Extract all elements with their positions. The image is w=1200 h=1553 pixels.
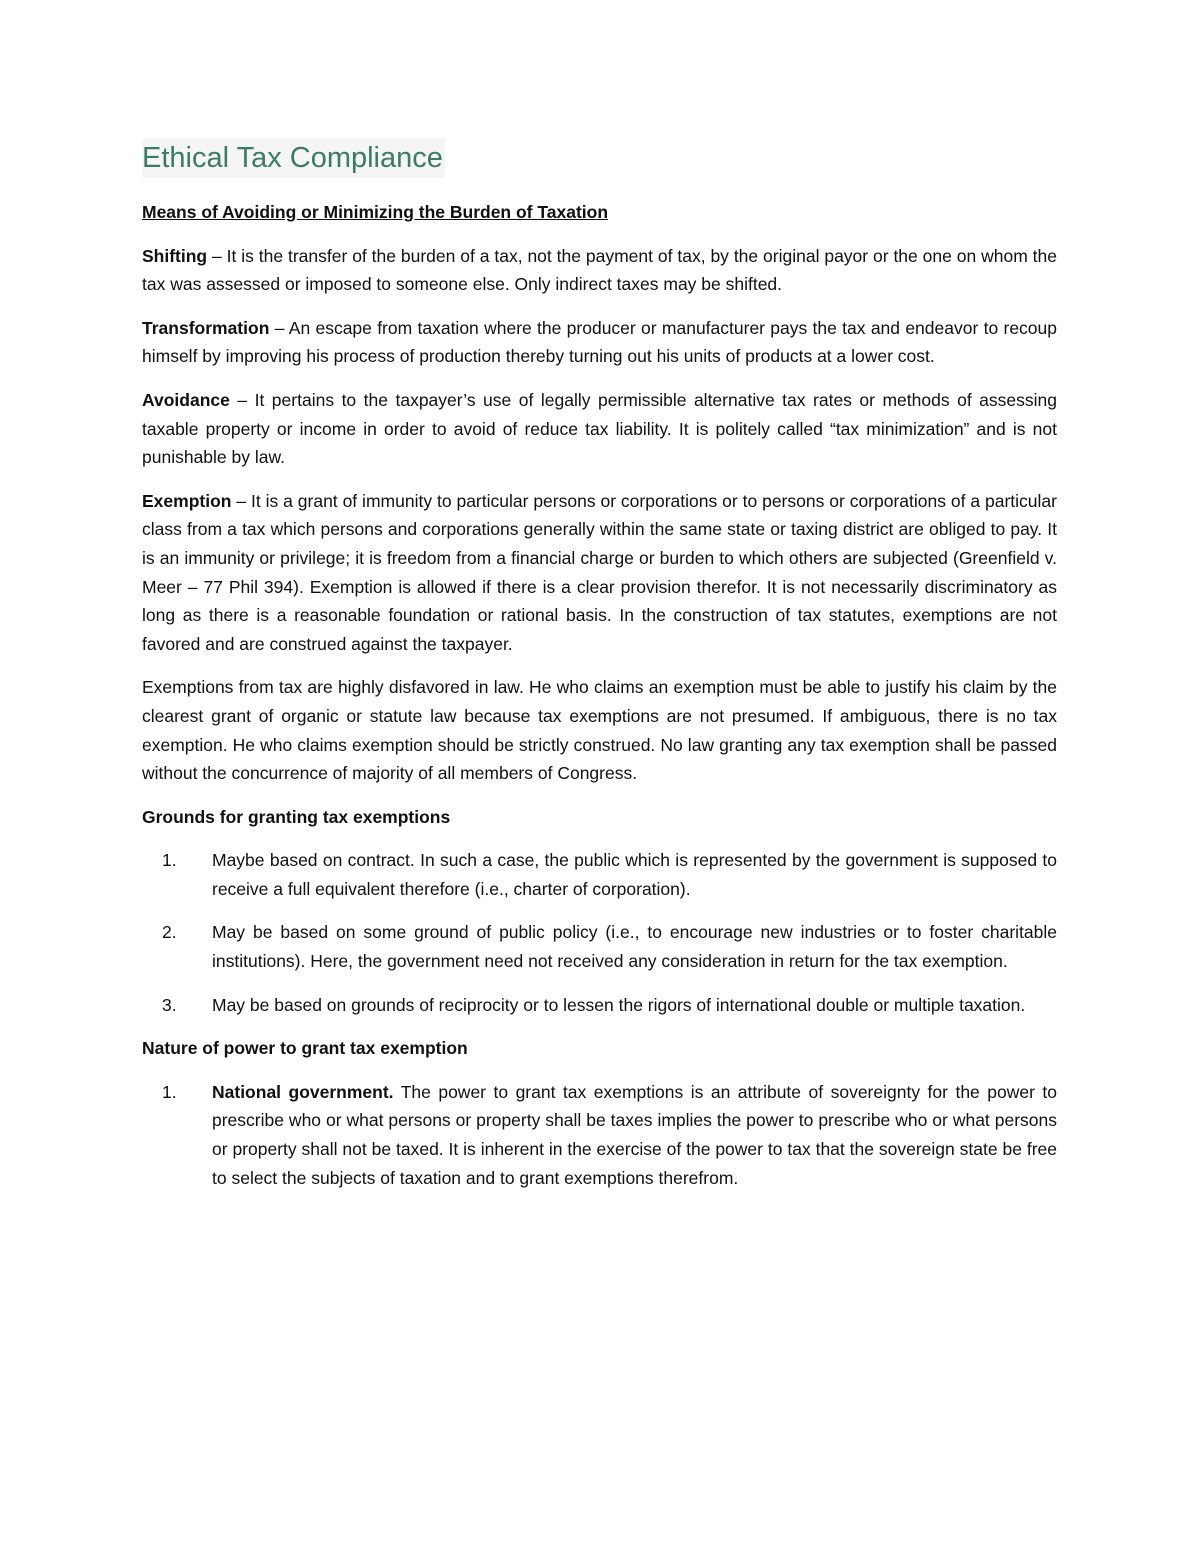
exemptions-paragraph: Exemptions from tax are highly disfavored in law. He who claims an exemption must be able to justify his claim by the clearest grant of organic or statute law because tax exemptions are not presumed. If ambiguous, there is no tax exemption. He who claims exemption should be strictly construed. No law granting any tax exemption shall be passed without the concurrence of majority of all members of Congress. <box>142 677 1057 784</box>
definition-text: It pertains to the taxpayer’s use of legally permissible alternative tax rates or methods of assessing taxable property or income in order to avoid of reduce tax liability. It is politely called “tax minimization” and is not punishable by law. <box>142 389 1057 468</box>
list-item <box>142 918 1057 975</box>
list-item <box>142 991 1057 1020</box>
list-item <box>142 1078 1057 1192</box>
definition-term: Avoidance <box>142 389 230 410</box>
document-title: Ethical Tax Compliance <box>142 138 445 178</box>
grounds-list <box>142 846 1057 1019</box>
list-text: Maybe based on contract. In such a case, the public which is represented by the government is supposed to receive a full equivalent therefore (i.e., charter of corporation). <box>212 850 1057 899</box>
nature-list <box>142 1078 1057 1192</box>
definition-separator: – <box>231 490 251 511</box>
list-item <box>142 846 1057 903</box>
list-number: 1. <box>162 1081 177 1102</box>
definition-exemption <box>142 487 1057 659</box>
definition-term: Transformation <box>142 317 270 338</box>
definition-shifting <box>142 242 1057 299</box>
document-page <box>142 138 1057 1207</box>
list-lead: National government. <box>212 1081 394 1102</box>
nature-heading: Nature of power to grant tax exemption <box>142 1038 468 1059</box>
definition-text: It is the transfer of the burden of a tax, not the payment of tax, by the original payor or the one on whom the tax was assessed or imposed to someone else. Only indirect taxes may be shifted. <box>142 245 1057 295</box>
definition-separator: – <box>207 245 227 266</box>
definition-separator: – <box>269 317 289 338</box>
list-number: 1. <box>162 850 177 871</box>
section-subheading: Means of Avoiding or Minimizing the Burden of Taxation <box>142 202 609 222</box>
definition-term: Shifting <box>142 245 208 266</box>
definition-transformation <box>142 314 1057 371</box>
definition-text: An escape from taxation where the producer or manufacturer pays the tax and endeavor to recoup himself by improving his process of production thereby turning out his units of products at a lower cost. <box>142 317 1057 367</box>
list-text: May be based on some ground of public policy (i.e., to encourage new industries or to foster charitable institutions). Here, the government need not received any consideration in return for the tax exemption. <box>212 922 1057 972</box>
list-number: 2. <box>162 922 177 943</box>
definition-avoidance <box>142 386 1057 472</box>
list-number: 3. <box>162 994 177 1015</box>
definition-separator: – <box>229 389 255 410</box>
grounds-heading: Grounds for granting tax exemptions <box>142 806 451 827</box>
definition-term: Exemption <box>142 490 232 511</box>
list-text: The power to grant tax exemptions is an attribute of sovereignty for the power to prescribe who or what persons or property shall be taxes implies the power to prescribe who or what persons or property shall not be taxed. It is inherent in the exercise of the power to tax that the sovereign state be free to select the subjects of taxation and to grant exemptions therefrom. <box>212 1081 1058 1188</box>
list-text: May be based on grounds of reciprocity or to lessen the rigors of international double or multiple taxation. <box>212 994 1026 1015</box>
definition-text: It is a grant of immunity to particular persons or corporations or to persons or corporations of a particular class from a tax which persons and corporations generally within the same state or taxing district are obliged to pay. It is an immunity or privilege; it is freedom from a financial charge or burden to which others are subjected (Greenfield v. Meer – 77 Phil 394). Exemption is allowed if there is a clear provision therefor. It is not necessarily discriminatory as long as there is a reasonable foundation or rational basis. In the construction of tax statutes, exemptions are not favored and are construed against the taxpayer. <box>142 490 1057 654</box>
